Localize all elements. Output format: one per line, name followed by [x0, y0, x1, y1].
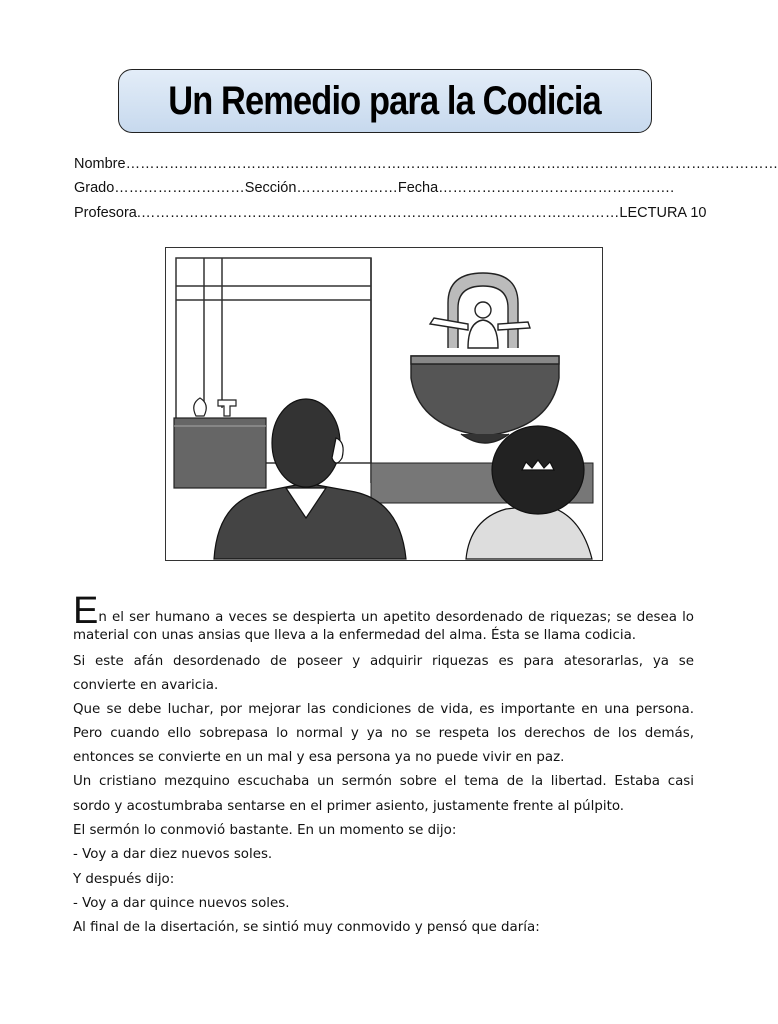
field-grado-seccion-fecha: Grado………………………Sección…………………Fecha…………………………………………. [74, 180, 675, 196]
drop-cap: E [73, 590, 99, 632]
story-line: Si este afán desordenado de poseer y adquirir riquezas es para atesorarlas, ya se [73, 654, 694, 669]
story-line: Y después dijo: [73, 872, 175, 887]
story-line: entonces se convierte en un mal y esa persona ya no puede vivir en paz. [73, 750, 565, 765]
story-line: material con unas ansias que lleva a la enfermedad del alma. Ésta se llama codicia. [73, 628, 637, 643]
lectura-label: LECTURA 10 [619, 205, 707, 221]
pulpit [411, 273, 559, 443]
field-profesora-row [74, 203, 707, 223]
story-line: - Voy a dar quince nuevos soles. [73, 896, 290, 911]
story-line: Pero cuando ello sobrepasa lo normal y ya no se respeta los derechos de los demás, [73, 726, 694, 741]
page-title: Un Remedio para la Codicia [168, 78, 602, 123]
story-text: n el ser humano a veces se despierta un apetito desordenado de riquezas; se desea lo [98, 610, 694, 625]
story-line [73, 590, 694, 632]
field-profesora: Profesora.……………………………………………………………………………………… [74, 205, 620, 221]
story-line: - Voy a dar diez nuevos soles. [73, 847, 273, 862]
story-line: sordo y acostumbraba sentarse en el primer asiento, justamente frente al púlpito. [73, 799, 625, 814]
church-illustration [165, 247, 603, 561]
story-line: Al final de la disertación, se sintió muy conmovido y pensó que daría: [73, 920, 540, 935]
illustration-drawing [166, 248, 601, 559]
story-line: Un cristiano mezquino escuchaba un sermón sobre el tema de la libertad. Estaba casi [73, 774, 694, 789]
field-nombre: Nombre……………………………………………………………………………………………………………………… [74, 156, 778, 172]
story-line: El sermón lo conmovió bastante. En un momento se dijo: [73, 823, 457, 838]
altar-table [174, 398, 266, 488]
title-box [118, 69, 652, 133]
story-line: Que se debe luchar, por mejorar las condiciones de vida, es importante en una persona. [73, 702, 694, 717]
story-line: convierte en avaricia. [73, 678, 219, 693]
